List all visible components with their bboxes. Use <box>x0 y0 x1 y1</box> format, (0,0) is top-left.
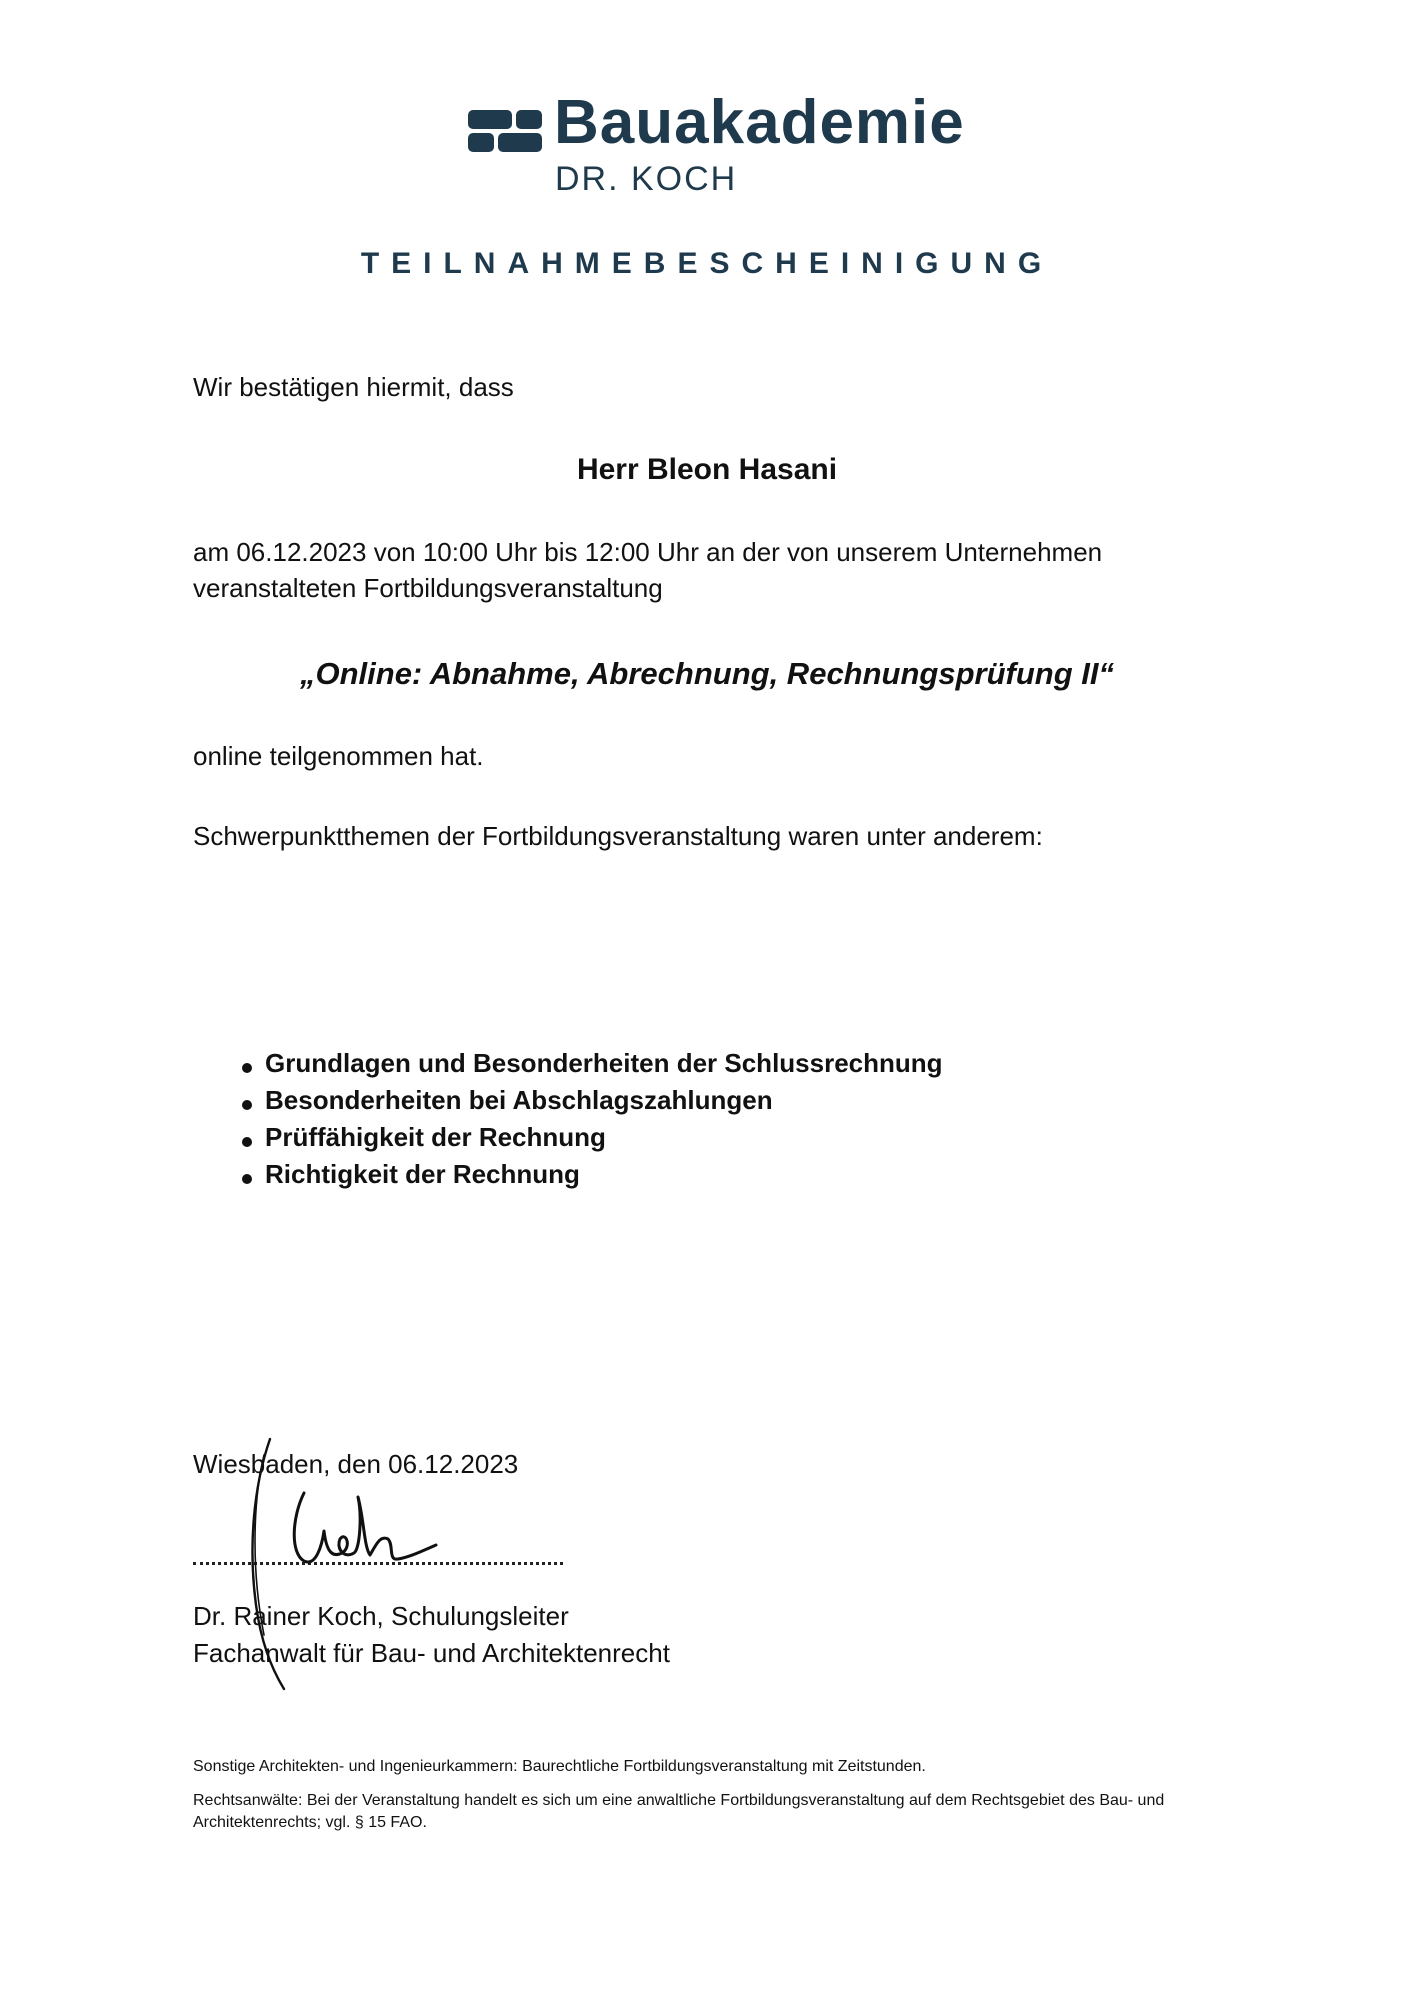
signer-title: Fachanwalt für Bau- und Architektenrecht <box>193 1638 670 1668</box>
topics-list <box>240 1045 943 1193</box>
intro-text: Wir bestätigen hiermit, dass <box>193 372 514 402</box>
course-title: „Online: Abnahme, Abrechnung, Rechnungsprüfung II“ <box>299 656 1115 691</box>
place-and-date: Wiesbaden, den 06.12.2023 <box>193 1449 519 1479</box>
topic-label: Grundlagen und Besonderheiten der Schlussrechnung <box>265 1048 943 1078</box>
brick-logo-icon <box>468 110 542 154</box>
topic-label: Besonderheiten bei Abschlagszahlungen <box>265 1085 773 1115</box>
footnote-lawyers-line-2: Architektenrechts; vgl. § 15 FAO. <box>193 1814 427 1831</box>
bullet-icon <box>242 1174 252 1184</box>
document-title: TEILNAHMEBESCHEINIGUNG <box>360 247 1054 280</box>
footnote-chambers: Sonstige Architekten- und Ingenieurkammern: Baurechtliche Fortbildungsveranstaltung mit Zeitstunden. <box>193 1758 926 1775</box>
footnote-lawyers-line-1: Rechtsanwälte: Bei der Veranstaltung handelt es sich um eine anwaltliche Fortbildungsveranstaltung auf dem Rechtsgebiet des Bau- und <box>193 1792 1165 1809</box>
topic-item <box>240 1119 943 1156</box>
company-logo <box>468 88 968 204</box>
details-line-1: am 06.12.2023 von 10:00 Uhr bis 12:00 Uhr an der von unserem Unternehmen <box>193 537 1103 567</box>
topic-item <box>240 1082 943 1119</box>
topic-label: Richtigkeit der Rechnung <box>265 1159 580 1189</box>
topic-item <box>240 1156 943 1193</box>
topics-intro: Schwerpunktthemen der Fortbildungsveranstaltung waren unter anderem: <box>193 821 1043 851</box>
bullet-icon <box>242 1137 252 1147</box>
details-line-2: veranstalteten Fortbildungsveranstaltung <box>193 573 663 603</box>
participant-name: Herr Bleon Hasani <box>576 453 838 486</box>
logo-name: Bauakademie <box>554 88 965 157</box>
bullet-icon <box>242 1100 252 1110</box>
logo-subtitle: DR. KOCH <box>555 160 738 198</box>
topic-label: Prüffähigkeit der Rechnung <box>265 1122 606 1152</box>
topic-item <box>240 1045 943 1082</box>
signer-name: Dr. Rainer Koch, Schulungsleiter <box>193 1601 569 1631</box>
bullet-icon <box>242 1063 252 1073</box>
participation-text: online teilgenommen hat. <box>193 741 484 771</box>
